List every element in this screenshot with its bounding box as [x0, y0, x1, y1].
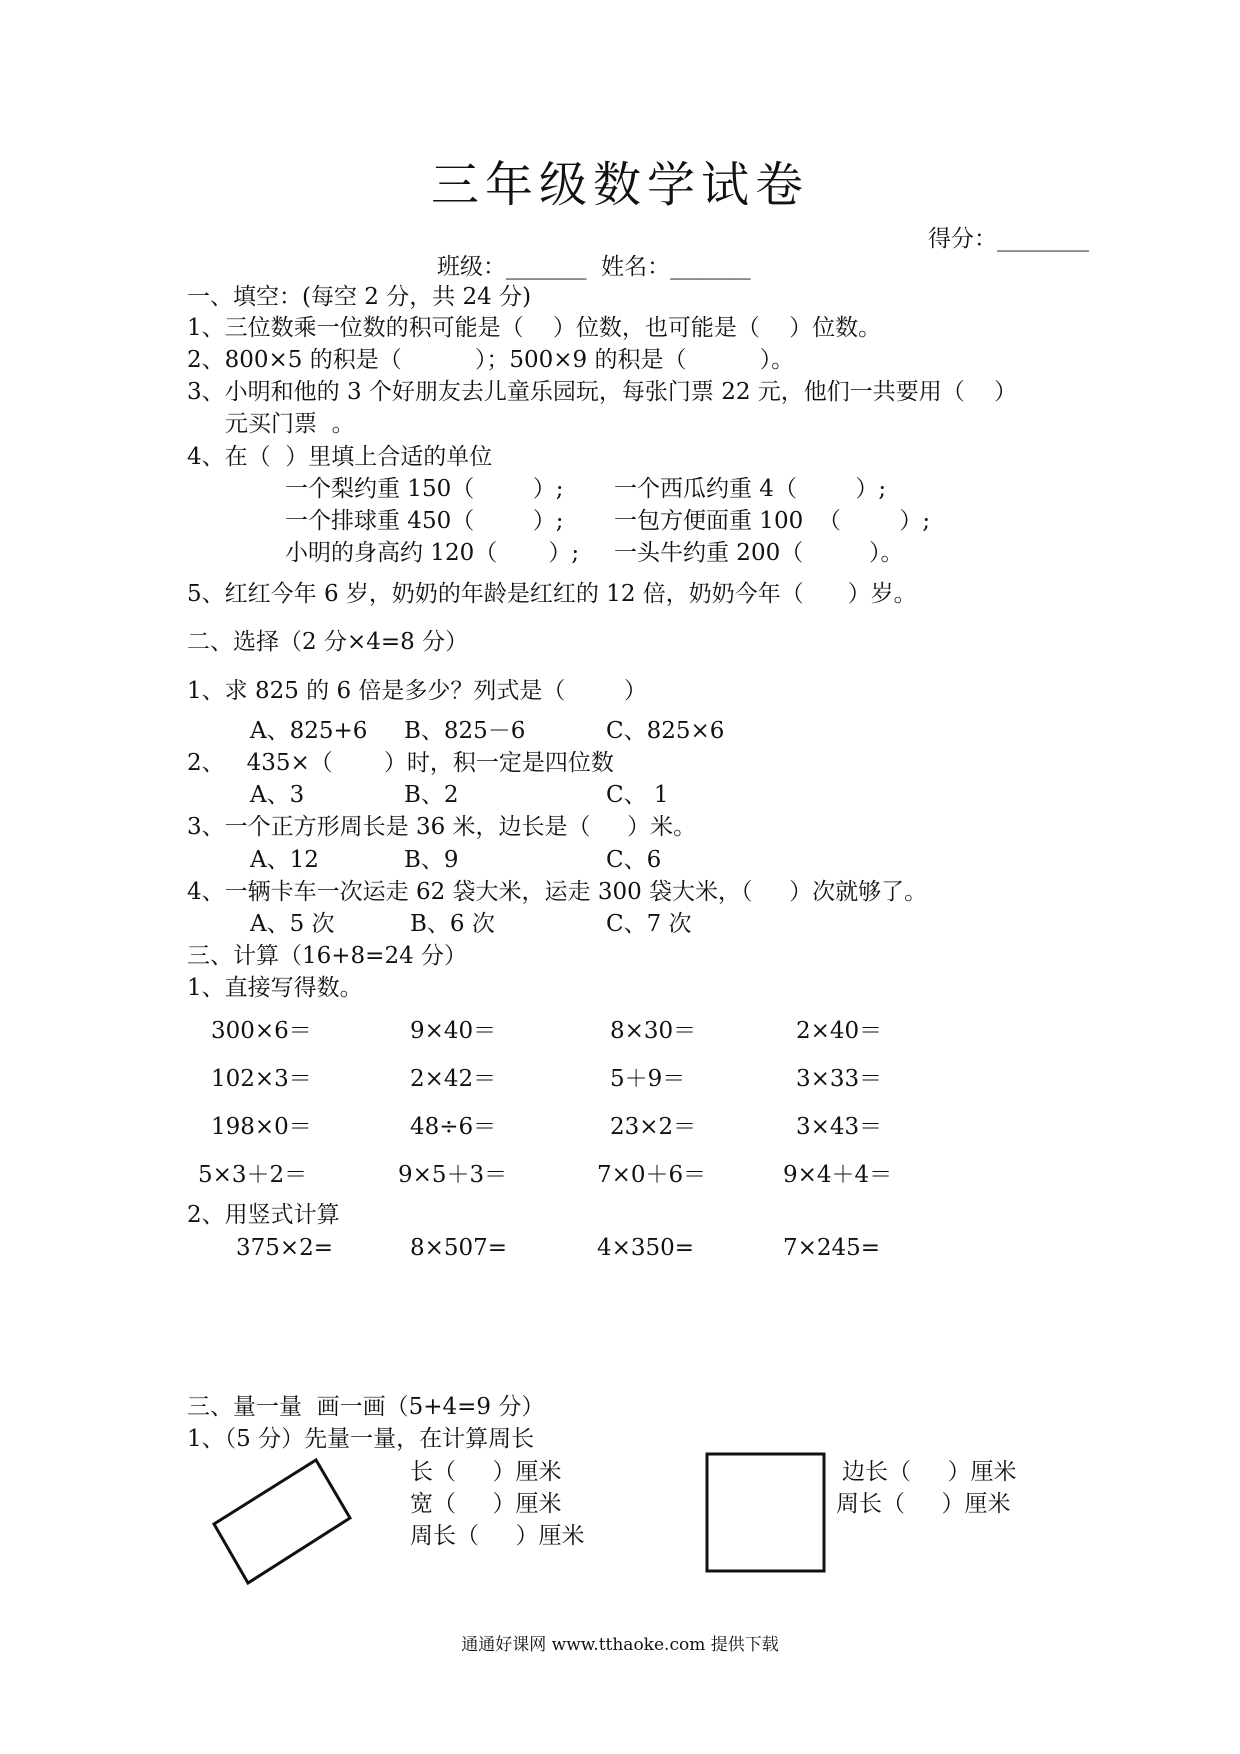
- square-label-side: 边长（ ）厘米: [842, 1459, 1017, 1485]
- section1-q4-item: 一头牛约重 200（ ）。: [614, 540, 904, 566]
- vertical-calc: 8×507=: [410, 1235, 508, 1261]
- calc-cell: 3×33＝: [796, 1066, 883, 1092]
- section1-q3-line1: 3、小明和他的 3 个好朋友去儿童乐园玩，每张门票 22 元，他们一共要用（ ）: [187, 379, 1018, 405]
- rect-label-perimeter: 周长（ ）厘米: [410, 1523, 585, 1549]
- section1-q4-item: 小明的身高约 120（ ）;: [285, 540, 580, 566]
- section2-q4-option: C、7 次: [606, 911, 692, 937]
- square-label-perimeter: 周长（ ）厘米: [836, 1491, 1011, 1517]
- section2-q2-option: A、3: [250, 782, 305, 808]
- section1-q4-item: 一个排球重 450（ ）;: [285, 508, 564, 534]
- section2-q3-option: B、9: [404, 847, 459, 873]
- calc-cell: 2×42＝: [410, 1066, 497, 1092]
- section1-q3-line2: 元买门票 。: [225, 411, 355, 437]
- section4-heading: 三、量一量 画一画（5+4=9 分）: [187, 1394, 545, 1420]
- page-title: 三年级数学试卷: [430, 157, 809, 213]
- section2-q1: 1、求 825 的 6 倍是多少？列式是（ ）: [187, 678, 647, 704]
- square-shape: [705, 1452, 827, 1574]
- calc-cell: 5＋9＝: [610, 1066, 686, 1092]
- calc-cell: 8×30＝: [610, 1018, 697, 1044]
- section2-q4: 4、一辆卡车一次运走 62 袋大米，运走 300 袋大米，（ ）次就够了。: [187, 879, 928, 905]
- section1-q1: 1、三位数乘一位数的积可能是（ ）位数，也可能是（ ）位数。: [187, 315, 882, 341]
- section2-q1-option: B、825－6: [404, 718, 526, 744]
- section2-q3: 3、一个正方形周长是 36 米，边长是（ ）米。: [187, 814, 697, 840]
- section1-q4-item: 一个西瓜约重 4（ ）;: [614, 476, 887, 502]
- calc-cell: 300×6＝: [211, 1018, 312, 1044]
- section3-heading: 三、计算（16+8=24 分）: [187, 943, 468, 969]
- section2-q3-option: A、12: [250, 847, 319, 873]
- calc-cell: 5×3＋2＝: [198, 1162, 308, 1188]
- score-line: 得分：________: [928, 226, 1089, 252]
- calc-cell: 48÷6＝: [410, 1114, 497, 1140]
- class-name-line: 班级：_______ 姓名：_______: [437, 254, 751, 280]
- tilted-rectangle: [210, 1455, 360, 1585]
- calc-cell: 9×4＋4＝: [783, 1162, 893, 1188]
- rect-label-width: 宽（ ）厘米: [410, 1491, 562, 1517]
- section2-q4-option: B、6 次: [410, 911, 495, 937]
- calc-cell: 7×0＋6＝: [597, 1162, 707, 1188]
- vertical-calc: 375×2=: [236, 1235, 334, 1261]
- section1-q5: 5、红红今年 6 岁，奶奶的年龄是红红的 12 倍，奶奶今年（ ）岁。: [187, 581, 917, 607]
- section3-sub1: 1、直接写得数。: [187, 975, 363, 1001]
- calc-cell: 9×5＋3＝: [398, 1162, 508, 1188]
- section1-q4-item: 一包方便面重 100 （ ）;: [614, 508, 931, 534]
- calc-cell: 23×2＝: [610, 1114, 697, 1140]
- section3-sub2: 2、用竖式计算: [187, 1202, 340, 1228]
- section2-q4-option: A、5 次: [250, 911, 335, 937]
- vertical-calc: 7×245=: [783, 1235, 881, 1261]
- section1-q4-item: 一个梨约重 150（ ）;: [285, 476, 564, 502]
- calc-cell: 3×43＝: [796, 1114, 883, 1140]
- calc-cell: 2×40＝: [796, 1018, 883, 1044]
- section2-q1-option: C、825×6: [606, 718, 725, 744]
- section1-q4: 4、在（ ）里填上合适的单位: [187, 444, 493, 470]
- footer-credit: 通通好课网 www.tthaoke.com 提供下载: [461, 1635, 779, 1655]
- section2-q1-option: A、825+6: [250, 718, 368, 744]
- rect-label-length: 长（ ）厘米: [410, 1459, 562, 1485]
- section1-heading: 一、填空：(每空 2 分，共 24 分): [187, 284, 532, 310]
- section1-q2: 2、800×5 的积是（ ）；500×9 的积是（ ）。: [187, 347, 795, 373]
- section2-q2: 2、 435×（ ）时，积一定是四位数: [187, 750, 614, 776]
- section2-q2-option: C、 1: [606, 782, 669, 808]
- calc-cell: 198×0＝: [211, 1114, 312, 1140]
- calc-cell: 102×3＝: [211, 1066, 312, 1092]
- section4-q1: 1、（5 分）先量一量，在计算周长: [187, 1426, 535, 1452]
- calc-cell: 9×40＝: [410, 1018, 497, 1044]
- vertical-calc: 4×350=: [597, 1235, 695, 1261]
- section2-q3-option: C、6: [606, 847, 662, 873]
- section2-heading: 二、选择（2 分×4=8 分）: [187, 629, 469, 655]
- section2-q2-option: B、2: [404, 782, 459, 808]
